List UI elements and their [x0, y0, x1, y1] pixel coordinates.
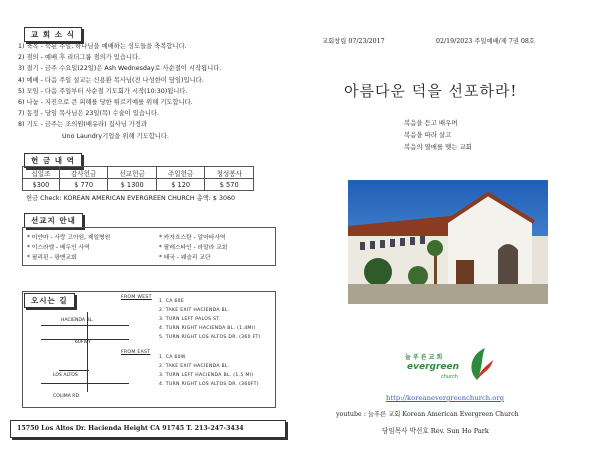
offering-value-cell: $ 570: [205, 179, 254, 191]
news-item: 3) 절기 - 금주 수요일(22일)은 Ash Wednesday로 사순절이 시작됩니다.: [18, 65, 222, 73]
offering-value-cell: $ 1300: [108, 179, 157, 191]
church-photo: [348, 180, 548, 304]
from-west-label: FROM WEST: [121, 295, 152, 300]
mission-box: [22, 227, 276, 266]
mission-heading: 선교지 안내: [24, 213, 83, 228]
directions-heading: 오시는 길: [24, 293, 75, 308]
mission-item: * 카자흐스탄 - 알마타사역: [159, 235, 226, 241]
news-item: Uno Laundry기업을 위해 기도합니다.: [62, 132, 169, 140]
news-heading: 교 회 소 식: [24, 27, 82, 42]
news-item: 5) 모임 - 다음 주일부터 사순절 기도회가 시작(10:30)됩니다.: [18, 87, 188, 95]
offering-heading: 헌 금 내 역: [24, 153, 82, 168]
mission-item: * 이스라엘 - 베두인 사역: [27, 245, 90, 251]
motto-line: 복음을 듣고 배우며: [404, 119, 458, 127]
news-item: 1) 축복 - 북된 주일, 하나님을 예배하는 성도들을 축복합니다.: [18, 43, 187, 50]
map-road: [41, 325, 129, 326]
founded-date: 교회창립 07/23/2017: [322, 38, 385, 45]
direction-step: 5. TURN RIGHT LOS ALTOS DR. (360 FT): [159, 335, 261, 340]
table-row: [23, 179, 254, 191]
direction-step: 2. TAKE EXIT HACIENDA BL.: [159, 364, 230, 369]
mission-item: * 미얀마 - 사랑 고아원, 제일병원: [27, 235, 111, 241]
direction-step: 2. TAKE EXIT HACIENDA BL.: [159, 308, 230, 313]
directions-box: [22, 291, 276, 408]
page-title: 아름다운 덕을 선포하라!: [344, 82, 518, 100]
offering-header-cell: 십일조: [23, 167, 60, 179]
offering-value-cell: $300: [23, 179, 60, 191]
offering-header-cell: 감사헌금: [59, 167, 108, 179]
mission-item: * 태국 - 웨슬리 교단: [159, 255, 211, 261]
logo-korean: 늘 푸 른 교 회: [405, 354, 443, 361]
news-item: 2) 점의 - 예배 후 리더그룹 점의가 있습니다.: [18, 54, 141, 62]
website-link[interactable]: http://koreanevergreenchurch.org: [386, 394, 504, 402]
direction-step: 3. TURN LEFT HACIENDA BL. (1.5 MI): [159, 373, 254, 378]
offering-table: [22, 166, 254, 191]
direction-step: 1. CA 60E: [159, 299, 185, 304]
table-row: [23, 167, 254, 179]
map-road: [41, 383, 129, 384]
map-label: HACIENDA BL.: [61, 318, 94, 323]
offering-header-cell: 청성봉사: [205, 167, 254, 179]
youtube-line: youtube : 늘푸른 교회 Korean American Evergreen Church: [336, 411, 519, 418]
church-logo: [405, 352, 495, 386]
news-item: 8) 기도 - 금주는 조의원(배유라) 집사님 가정과: [18, 121, 148, 129]
motto-line: 복음을 따라 살고: [404, 131, 452, 139]
leaf-icon: [465, 346, 495, 382]
map-label: 60FWY: [75, 340, 91, 345]
logo-english: evergreen: [407, 362, 460, 372]
offering-check-line: 헌금 Check: KOREAN AMERICAN EVERGREEN CHURCH 총액: $ 3060: [26, 195, 235, 202]
offering-header-cell: 선교헌금: [108, 167, 157, 179]
offering-header-cell: 주일헌금: [156, 167, 205, 179]
news-item: 7) 동정 - 당임 목사님은 23일(목) 수술이 있습니다.: [18, 110, 160, 118]
map-road: [59, 370, 89, 371]
offering-value-cell: $ 770: [59, 179, 108, 191]
issue-info: 02/19/2023 주일예배/제 7권 08호: [436, 38, 536, 45]
logo-sub: church: [441, 374, 458, 380]
map-label: COLIMA RD: [53, 394, 80, 399]
from-east-label: FROM EAST: [121, 350, 151, 355]
news-item: 4) 예배 - 다음 주일 설교는 신용환 목사님(전 나성한미 담임)입니다.: [18, 76, 204, 84]
direction-step: 3. TURN LEFT PALOS ST.: [159, 317, 221, 322]
church-address: 15750 Los Altos Dr. Hacienda Height CA 91745 T. 213-247-3434: [10, 420, 286, 438]
map-label: LOS ALTOS: [53, 373, 78, 378]
mission-item: * 팔레스타인 - 라말라 교회: [159, 245, 228, 251]
map-road: [87, 312, 88, 392]
direction-step: 4. TURN RIGHT LOS ALTOS DR. (360FT): [159, 382, 259, 387]
motto-line: 복음의 열매를 맺는 교회: [404, 143, 472, 151]
news-item: 6) 나눔 - 지진으로 큰 피해를 당한 튀르키예를 위해 기도합니다.: [18, 99, 193, 107]
direction-step: 4. TURN RIGHT HACIENDA BL. (1.4MI): [159, 326, 256, 331]
offering-value-cell: $ 120: [156, 179, 205, 191]
pastor-line: 담임목사 박선호 Rev. Sun Ho Park: [382, 427, 489, 435]
direction-step: 1. CA 60W: [159, 355, 186, 360]
news-list: [18, 41, 286, 142]
mission-item: * 필리핀 - 팡맨교회: [27, 255, 77, 261]
